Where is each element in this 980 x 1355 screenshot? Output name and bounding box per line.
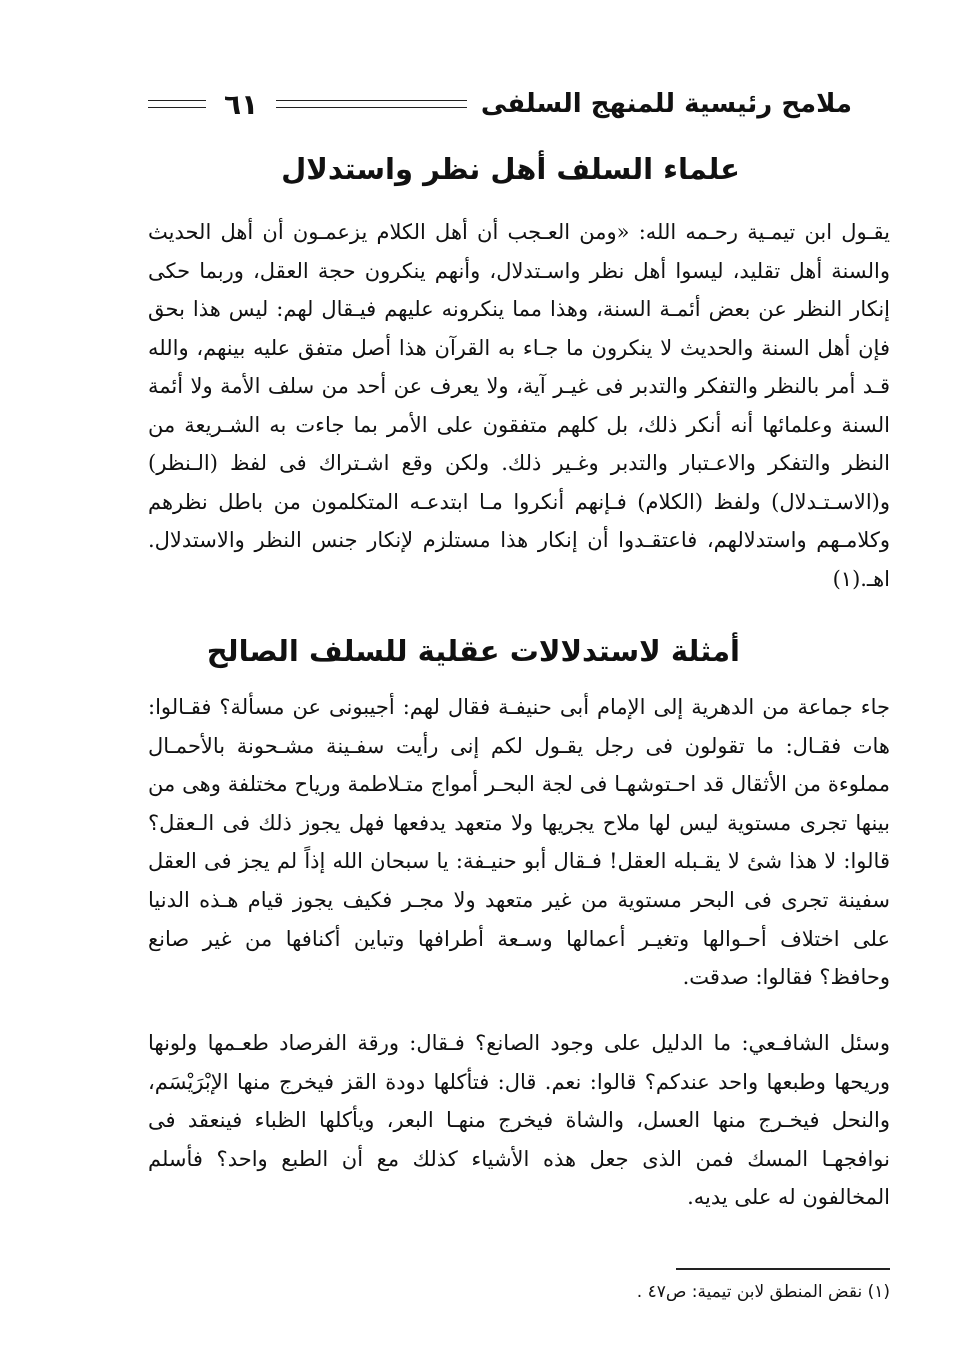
header-rule-short <box>148 100 206 108</box>
footnote-divider <box>676 1268 890 1270</box>
paragraph-3: وسئل الشافـعي: ما الدليل على وجود الصانع؟ فـقال: ورقة الفرصاد طعـمها ولونها وريحها وطبعها واحد عندكم؟ قالوا: نعم. قال: فتأكلها دودة القز فيخرج منها الإبْرَيْسَم، والنحل فيخـرج منها العسل، والشاة فيخرج منهـا البعر، ويأكلها الظباء فينعقد فى نوافجهـا المسك فمن الذى جعل هذه الأشياء كذلك مع أن الطبع واحد؟ فأسلم المخالفون له على يديه. <box>148 1031 890 1209</box>
paragraph-2: جاء جماعة من الدهرية إلى الإمام أبى حنيفـة فقال لهم: أجيبونى عن مسألة؟ فقـالوا: هات فقـال: ما تقولون فى رجل يقـول لكم إنى رأيت سفـينة مشـحونة بالأحمـال مملوءة من الأثقال قد احـتوشهـا فى لجة البحـر أمواج متـلاطمة ورياح مختلفة وهى من بينها تجرى مستوية ليس لها ملاح يجريها ولا متعهد يدفعها فهل يجوز ذلك فى الـعقل؟ قالوا: لا هذا شئ لا يقـبله العقل! فـقال أبو حنيـفة: يا سبحان الله إذاً لم يجز فى العقل سفينة تجرى فى البحر مستوية من غير متعهد ولا مجـر فكيف يجوز قيام هـذه الدنيا على اختلاف أحـوالها وتغيـر أعمالها وسـعة أطرافها وتباين أكنافها من غير صانع وحافظ؟ فقالوا: صدقت. <box>148 695 890 990</box>
section-heading-1: علماء السلف أهل نظر واستدلال <box>281 152 740 186</box>
paragraph-1: يقـول ابن تيمـية رحـمه الله: «ومن العـجب أن أهل الكلام يزعمـون أن أهل الحديث والسنة أهل تقليد، ليسوا أهل نظر واسـتدلال، وأنهم ينكرون حجة العقل، وربما حكى إنكار النظر عن بعض أئمـة السنة، وهذا مما ينكرونه عليهم فيـقال لهم: ليس هذا بحق فإن أهل السنة والحديث لا ينكرون ما جـاء به القرآن هذا أصل متفق عليه بينهم، والله قـد أمر بالنظر والتفكر والتدبر فى غيـر آية، ولا يعرف عن أحد من سلف الأمة ولا أئمة السنة وعلمائها أنه أنكر ذلك، بل كلهم متفقون على الأمر بما جاءت به الشـريعة من النظر والتفكر والاعـتبار والتدبر وغـير ذلك. ولكن وقع اشـتراك فى لفظ (الـنظر) و(الاسـتـدلال) ولفظ (الكلام) فـإنهم أنكروا مـا ابتدعـه المتكلمون من باطل نظرهم وكلامـهم واستدلالهم، فاعتقـدوا أن إنكار هذا مستلزم لإنكار جنس النظر والاستدلال. اهـ.(١) <box>148 220 890 591</box>
page-number: ٦١ <box>224 87 259 121</box>
header-rule-long <box>276 100 467 108</box>
running-title: ملامح رئيسية للمنهج السلفى <box>480 89 852 119</box>
footnote: (١) نقض المنطق لابن تيمية: ص٤٧ . <box>636 1282 890 1302</box>
section-heading-2: أمثلة لاستدلالات عقلية للسلف الصالح <box>206 634 740 668</box>
running-header <box>148 86 864 122</box>
